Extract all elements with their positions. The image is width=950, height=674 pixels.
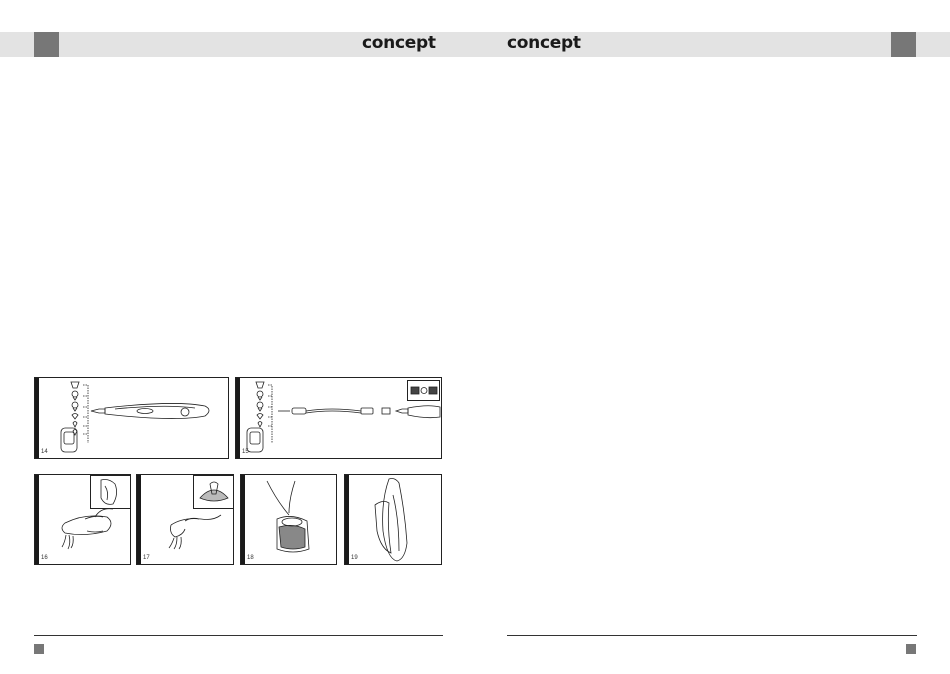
figure-15-panel — [235, 377, 442, 459]
figure-14-illustration — [35, 378, 228, 458]
footer-rule-right — [507, 635, 917, 636]
page-marker-left — [34, 32, 59, 57]
detail-illustration — [408, 381, 439, 400]
detail-illustration — [91, 476, 131, 508]
figure-16-detail-inset — [90, 475, 131, 509]
figure-18-illustration — [241, 475, 336, 564]
figure-17-panel — [136, 474, 234, 565]
figure-19-illustration — [345, 475, 441, 564]
figure-14-panel — [34, 377, 229, 459]
figure-number: 17 — [143, 555, 150, 561]
figure-18-panel — [240, 474, 337, 565]
figure-17-detail-inset — [193, 475, 234, 509]
footer-rule-left — [34, 635, 443, 636]
figure-number: 18 — [247, 555, 254, 561]
footer-page-marker-left — [34, 644, 44, 654]
footer-page-marker-right — [906, 644, 916, 654]
page-marker-right — [891, 32, 916, 57]
brand-logo-left: concept — [362, 33, 436, 53]
brand-logo-right: concept — [507, 33, 581, 53]
figure-15-detail-inset — [407, 380, 440, 401]
figure-19-panel — [344, 474, 442, 565]
figure-number: 14 — [41, 449, 48, 455]
detail-illustration — [194, 476, 234, 508]
figure-number: 16 — [41, 555, 48, 561]
figure-number: 19 — [351, 555, 358, 561]
figure-number: 15 — [242, 449, 249, 455]
figure-16-panel — [34, 474, 131, 565]
